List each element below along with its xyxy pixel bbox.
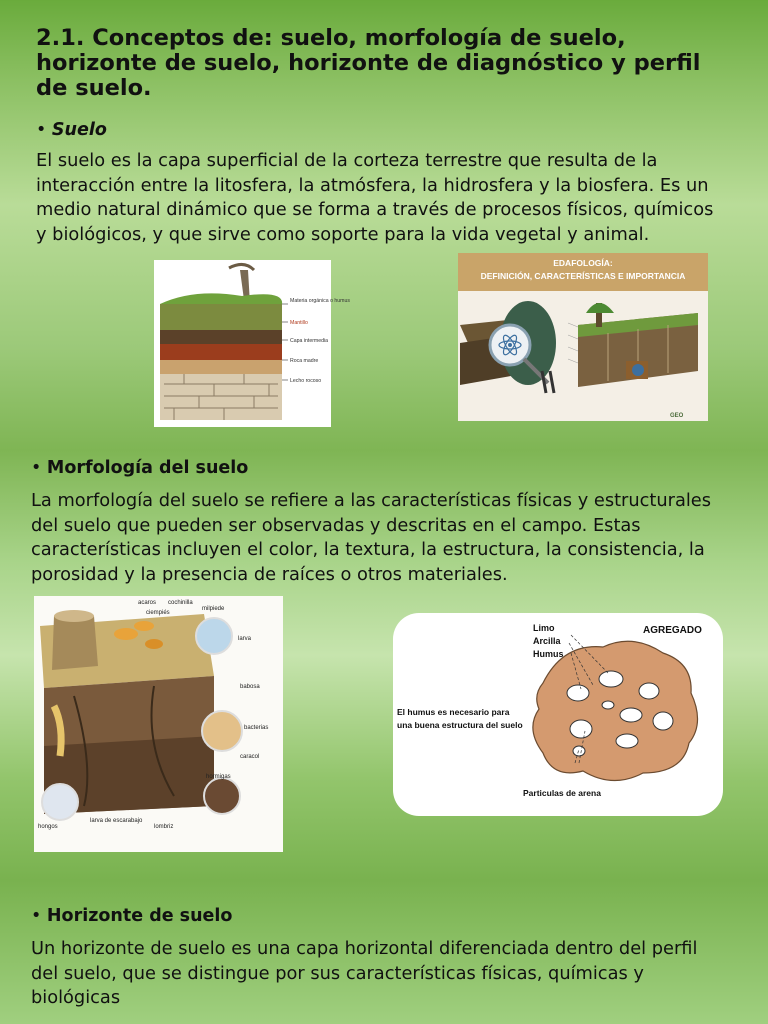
organism-label: larva	[238, 636, 252, 642]
component-label: Humus	[533, 649, 564, 659]
heading-text: Suelo	[51, 120, 107, 140]
layer-label: Materia orgánica o humus	[290, 298, 350, 304]
organism-label: cochinilla	[168, 600, 193, 606]
sand-particles-label: Particulas de arena	[523, 788, 601, 798]
organism-label: caracol	[240, 754, 260, 760]
organism-label: acaros	[138, 600, 157, 606]
component-label: Arcilla	[533, 636, 561, 646]
organism-label: lombriz	[154, 824, 174, 830]
section-heading-morfologia: • Morfología del suelo	[31, 458, 249, 478]
layer-label: Mantillo	[290, 320, 308, 326]
suelo-paragraph: El suelo es la capa superficial de la corteza terrestre que resulta de la interacción entre la litosfera, la atmósfera, la hidrosfera y la biosfera. Es un medio natural dinámico que se forma a través de procesos físicos, químicos y biológicos, y que sirve como soporte para la vida vegetal y animal.	[36, 150, 714, 245]
organism-label: babosa	[240, 684, 260, 690]
organism-label: larva de escarabajo	[90, 818, 143, 824]
geo-logo: GEO	[670, 413, 684, 419]
layer-label: Lecho rocoso	[290, 378, 322, 384]
edafologia-title-line1: EDAFOLOGÍA:	[553, 258, 613, 268]
organism-label: ciempiés	[146, 610, 170, 616]
section-heading-horizonte: • Horizonte de suelo	[31, 906, 233, 926]
layer-label: Roca madre	[290, 358, 319, 364]
edafologia-figure	[458, 253, 708, 421]
soil-life-figure	[34, 596, 283, 852]
agregado-figure	[393, 613, 723, 816]
agregado-title: AGREGADO	[643, 625, 702, 636]
heading-text: Morfología del suelo	[46, 458, 249, 478]
horizonte-paragraph: Un horizonte de suelo es una capa horizontal diferenciada dentro del perfil del suelo, que se distingue por sus características físicas, químicas y biológicas	[31, 938, 698, 1008]
layer-label: Capa intermedia	[290, 338, 329, 344]
humus-note-line1: El humus es necesario para	[397, 707, 510, 717]
organism-label: hormigas	[206, 774, 231, 780]
heading-text: Horizonte de suelo	[46, 906, 233, 926]
morfologia-paragraph: La morfología del suelo se refiere a las características físicas y estructurales del suelo que pueden ser observadas y descritas en el campo. Estas características incluyen el color, la textura, la estructura, la consistencia, la porosidad y la presencia de raíces o otros materiales.	[31, 490, 712, 585]
humus-note-line2: una buena estructura del suelo	[397, 720, 523, 730]
organism-label: hongos	[38, 824, 58, 830]
aggregate-shape	[533, 641, 698, 780]
soil-layers-figure	[154, 260, 350, 427]
organism-label: milpiede	[202, 606, 225, 612]
section-heading-suelo: • Suelo	[36, 120, 107, 140]
page-title: 2.1. Conceptos de: suelo, morfología de suelo, horizonte de suelo, horizonte de diagnóstico y perfil de suelo.	[36, 25, 701, 101]
component-label: Limo	[533, 623, 555, 633]
organism-label: bacterias	[244, 725, 269, 731]
edafologia-title-line2: DEFINICIÓN, CARACTERÍSTICAS E IMPORTANCIA	[480, 271, 686, 281]
